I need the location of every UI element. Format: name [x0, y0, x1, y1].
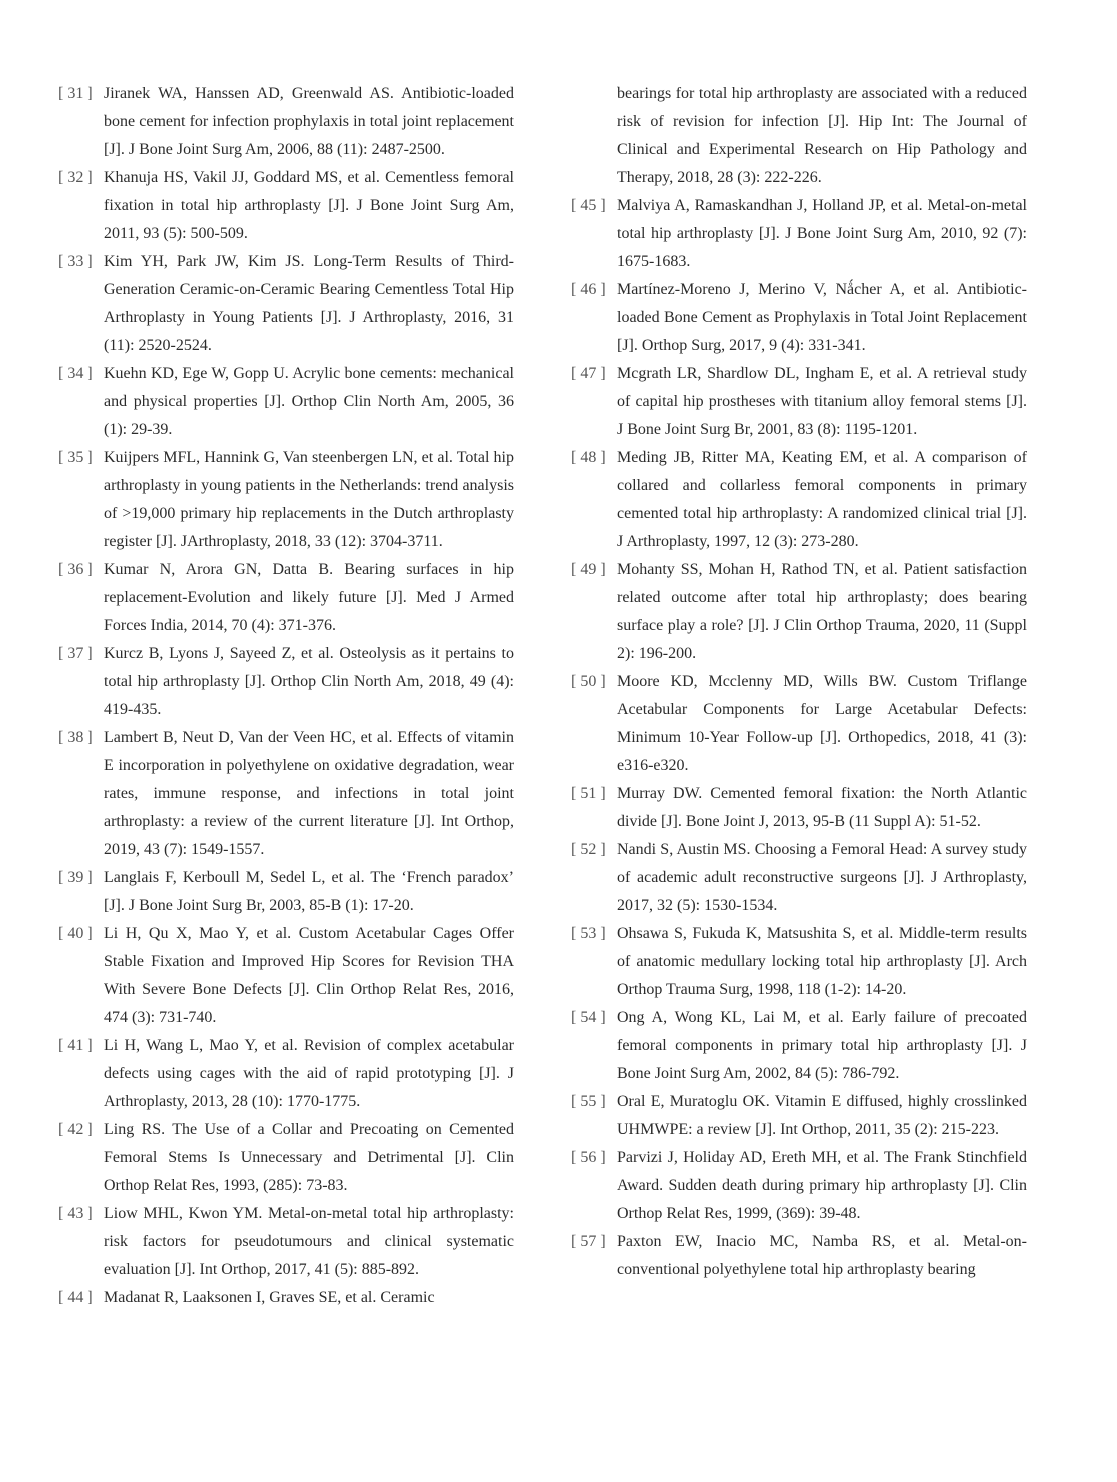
reference-number: [ 40 ]	[58, 925, 93, 942]
reference-text: Langlais F, Kerboull M, Sedel L, et al. The ‘French paradox’ [J]. J Bone Joint Surg Br, 2003, 85-B (1): 17-20.	[104, 869, 514, 914]
reference-number: [ 39 ]	[58, 869, 93, 886]
reference-number: [ 51 ]	[571, 785, 606, 802]
reference-text: Li H, Qu X, Mao Y, et al. Custom Acetabular Cages Offer Stable Fixation and Improved Hip Scores for Revision THA With Severe Bone Defects [J]. Clin Orthop Relat Res, 2016, 474 (3): 731-740.	[104, 925, 514, 1026]
reference-text: Kurcz B, Lyons J, Sayeed Z, et al. Osteolysis as it pertains to total hip arthroplasty [J]. Orthop Clin North Am, 2018, 49 (4): 419-435.	[104, 645, 514, 718]
reference-text: Kuijpers MFL, Hannink G, Van steenbergen LN, et al. Total hip arthroplasty in young patients in the Netherlands: trend analysis of >19,000 primary hip replacements in the Dutch arthroplasty register [J]. JArthroplasty, 2018, 33 (12): 3704-3711.	[104, 449, 514, 550]
reference-entry	[571, 556, 1027, 668]
reference-entry	[58, 640, 514, 724]
reference-number: [ 52 ]	[571, 841, 606, 858]
reference-entry	[58, 724, 514, 864]
reference-number: [ 57 ]	[571, 1233, 606, 1250]
reference-number: [ 34 ]	[58, 365, 93, 382]
reference-text: Jiranek WA, Hanssen AD, Greenwald AS. Antibiotic-loaded bone cement for infection prophylaxis in total joint replacement [J]. J Bone Joint Surg Am, 2006, 88 (11): 2487-2500.	[104, 85, 514, 158]
reference-entry	[58, 1032, 514, 1116]
reference-number: [ 37 ]	[58, 645, 93, 662]
reference-entry	[58, 864, 514, 920]
reference-column-right	[571, 80, 1027, 1284]
reference-text: Malviya A, Ramaskandhan J, Holland JP, et al. Metal-on-metal total hip arthroplasty [J]. J Bone Joint Surg Am, 2010, 92 (7): 1675-1683.	[617, 197, 1027, 270]
reference-text: Ling RS. The Use of a Collar and Precoating on Cemented Femoral Stems Is Unnecessary and Detrimental [J]. Clin Orthop Relat Res, 1993, (285): 73-83.	[104, 1121, 514, 1194]
reference-entry	[58, 444, 514, 556]
reference-number: [ 41 ]	[58, 1037, 93, 1054]
reference-entry	[571, 276, 1027, 360]
reference-text: Li H, Wang L, Mao Y, et al. Revision of complex acetabular defects using cages with the aid of rapid prototyping [J]. J Arthroplasty, 2013, 28 (10): 1770-1775.	[104, 1037, 514, 1110]
reference-entry	[571, 360, 1027, 444]
reference-entry	[571, 444, 1027, 556]
reference-text: Murray DW. Cemented femoral fixation: the North Atlantic divide [J]. Bone Joint J, 2013, 95-B (11 Suppl A): 51-52.	[617, 785, 1027, 830]
reference-number: [ 43 ]	[58, 1205, 93, 1222]
reference-number: [ 35 ]	[58, 449, 93, 466]
reference-text: Liow MHL, Kwon YM. Metal-on-metal total hip arthroplasty: risk factors for pseudotumours and clinical systematic evaluation [J]. Int Orthop, 2017, 41 (5): 885-892.	[104, 1205, 514, 1278]
reference-entry	[571, 1004, 1027, 1088]
reference-number: [ 55 ]	[571, 1093, 606, 1110]
reference-number: [ 47 ]	[571, 365, 606, 382]
reference-number: [ 38 ]	[58, 729, 93, 746]
reference-number: [ 50 ]	[571, 673, 606, 690]
reference-number: [ 46 ]	[571, 281, 606, 298]
reference-entry	[571, 780, 1027, 836]
reference-continuation: bearings for total hip arthroplasty are associated with a reduced risk of revision for infection [J]. Hip Int: The Journal of Clinical and Experimental Research on Hip Pathology and Therapy, 2018, 28 (3): 222-226.	[617, 85, 1027, 186]
reference-number: [ 32 ]	[58, 169, 93, 186]
reference-text: Kim YH, Park JW, Kim JS. Long-Term Results of Third-Generation Ceramic-on-Ceramic Bearing Cementless Total Hip Arthroplasty in Young Patients [J]. J Arthroplasty, 2016, 31 (11): 2520-2524.	[104, 253, 514, 354]
reference-number: [ 44 ]	[58, 1289, 93, 1306]
reference-text: Ong A, Wong KL, Lai M, et al. Early failure of precoated femoral components in primary total hip arthroplasty [J]. J Bone Joint Surg Am, 2002, 84 (5): 786-792.	[617, 1009, 1027, 1082]
reference-entry	[58, 1116, 514, 1200]
reference-number: [ 53 ]	[571, 925, 606, 942]
reference-entry	[571, 1144, 1027, 1228]
reference-number: [ 45 ]	[571, 197, 606, 214]
reference-entry	[58, 920, 514, 1032]
reference-number: [ 36 ]	[58, 561, 93, 578]
reference-entry	[58, 248, 514, 360]
reference-number: [ 33 ]	[58, 253, 93, 270]
reference-text: Parvizi J, Holiday AD, Ereth MH, et al. The Frank Stinchfield Award. Sudden death during primary hip arthroplasty [J]. Clin Orthop Relat Res, 1999, (369): 39-48.	[617, 1149, 1027, 1222]
reference-entry	[58, 360, 514, 444]
reference-number: [ 48 ]	[571, 449, 606, 466]
reference-column-left	[58, 80, 514, 1312]
reference-entry	[571, 192, 1027, 276]
reference-entry	[571, 1228, 1027, 1284]
reference-number: [ 42 ]	[58, 1121, 93, 1138]
reference-entry	[58, 556, 514, 640]
reference-text: Lambert B, Neut D, Van der Veen HC, et al. Effects of vitamin E incorporation in polyethylene on oxidative degradation, wear rates, immune response, and infections in total joint arthroplasty: a review of the current literature [J]. Int Orthop, 2019, 43 (7): 1549-1557.	[104, 729, 514, 858]
reference-text: Meding JB, Ritter MA, Keating EM, et al. A comparison of collared and collarless femoral components in primary cemented total hip arthroplasty: A randomized clinical trial [J]. J Arthroplasty, 1997, 12 (3): 273-280.	[617, 449, 1027, 550]
reference-number: [ 56 ]	[571, 1149, 606, 1166]
reference-text: Mohanty SS, Mohan H, Rathod TN, et al. Patient satisfaction related outcome after total hip arthroplasty; does bearing surface play a role? [J]. J Clin Orthop Trauma, 2020, 11 (Suppl 2): 196-200.	[617, 561, 1027, 662]
reference-number: [ 54 ]	[571, 1009, 606, 1026]
reference-entry	[571, 836, 1027, 920]
reference-text: Moore KD, Mcclenny MD, Wills BW. Custom Triflange Acetabular Components for Large Acetabular Defects: Minimum 10-Year Follow-up [J]. Orthopedics, 2018, 41 (3): e316-e320.	[617, 673, 1027, 774]
reference-text: Oral E, Muratoglu OK. Vitamin E diffused, highly crosslinked UHMWPE: a review [J]. Int Orthop, 2011, 35 (2): 215-223.	[617, 1093, 1027, 1138]
reference-number: [ 49 ]	[571, 561, 606, 578]
reference-entry	[58, 164, 514, 248]
reference-text: Paxton EW, Inacio MC, Namba RS, et al. Metal-on-conventional polyethylene total hip arthroplasty bearing	[617, 1233, 1027, 1278]
reference-entry	[58, 80, 514, 164]
reference-text: Martínez-Moreno J, Merino V, Nǻcher A, et al. Antibiotic-loaded Bone Cement as Prophylaxis in Total Joint Replacement [J]. Orthop Surg, 2017, 9 (4): 331-341.	[617, 281, 1027, 354]
reference-entry	[571, 920, 1027, 1004]
reference-text: Ohsawa S, Fukuda K, Matsushita S, et al. Middle-term results of anatomic medullary locking total hip arthroplasty [J]. Arch Orthop Trauma Surg, 1998, 118 (1-2): 14-20.	[617, 925, 1027, 998]
reference-entry	[571, 1088, 1027, 1144]
reference-text: Nandi S, Austin MS. Choosing a Femoral Head: A survey study of academic adult reconstructive surgeons [J]. J Arthroplasty, 2017, 32 (5): 1530-1534.	[617, 841, 1027, 914]
reference-text: Kuehn KD, Ege W, Gopp U. Acrylic bone cements: mechanical and physical properties [J]. Orthop Clin North Am, 2005, 36 (1): 29-39.	[104, 365, 514, 438]
reference-text: Khanuja HS, Vakil JJ, Goddard MS, et al. Cementless femoral fixation in total hip arthroplasty [J]. J Bone Joint Surg Am, 2011, 93 (5): 500-509.	[104, 169, 514, 242]
reference-entry	[571, 668, 1027, 780]
reference-text: Kumar N, Arora GN, Datta B. Bearing surfaces in hip replacement-Evolution and likely future [J]. Med J Armed Forces India, 2014, 70 (4): 371-376.	[104, 561, 514, 634]
reference-entry	[58, 1284, 514, 1312]
reference-entry	[58, 1200, 514, 1284]
reference-number: [ 31 ]	[58, 85, 93, 102]
reference-text: Madanat R, Laaksonen I, Graves SE, et al. Ceramic	[104, 1289, 435, 1306]
reference-text: Mcgrath LR, Shardlow DL, Ingham E, et al. A retrieval study of capital hip prostheses with titanium alloy femoral stems [J]. J Bone Joint Surg Br, 2001, 83 (8): 1195-1201.	[617, 365, 1027, 438]
